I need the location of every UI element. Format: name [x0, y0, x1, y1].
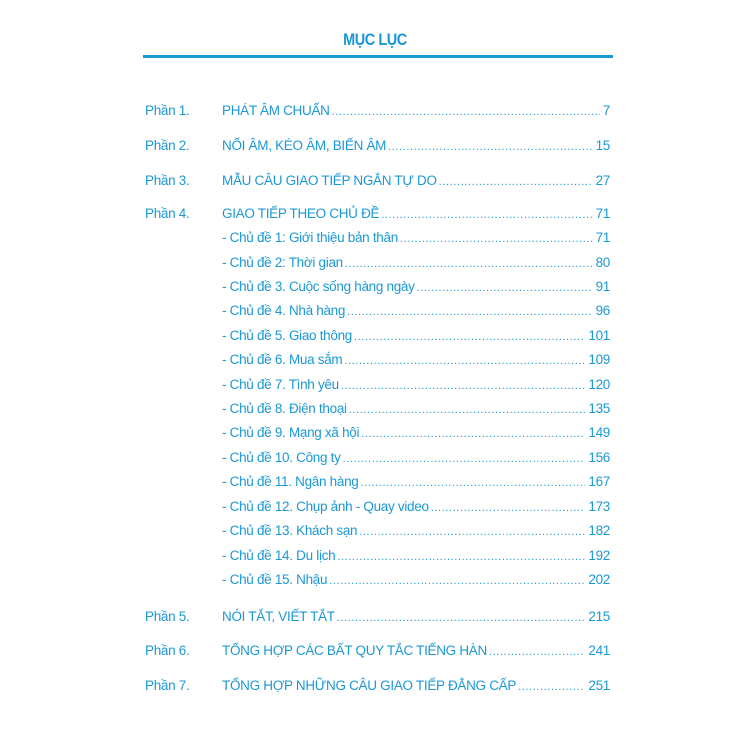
dot-leader [337, 609, 586, 627]
dot-leader [347, 303, 592, 321]
entry-title: NÓI TẮT, VIẾT TẮT [222, 609, 335, 624]
part-number: Phần 6. [145, 643, 190, 658]
entry-line [222, 376, 610, 395]
entry-title: NỐI ÂM, KÉO ÂM, BIẾN ÂM [222, 138, 387, 153]
entry-line [222, 278, 610, 297]
toc-subtopic-entry [145, 424, 610, 442]
dot-leader [518, 678, 585, 696]
toc-subtopic-entry [145, 327, 610, 345]
entry-title: GIAO TIẾP THEO CHỦ ĐỀ [222, 206, 380, 221]
entry-title: - Chủ đề 2: Thời gian [222, 255, 343, 270]
toc-subtopic-entry [145, 449, 610, 467]
toc-subtopic-entry [145, 522, 610, 540]
dot-leader [354, 328, 585, 346]
dot-leader [341, 377, 586, 395]
dot-leader [332, 103, 600, 121]
page-number: 173 [588, 499, 610, 514]
page-number: 149 [588, 425, 610, 440]
toc-part-entry [145, 642, 610, 660]
entry-line [222, 351, 610, 370]
entry-title: - Chủ đề 4. Nhà hàng [222, 303, 346, 318]
entry-line [222, 473, 610, 492]
toc-part-entry [145, 137, 610, 155]
toc-subtopic-entry [145, 229, 610, 247]
page-number: 80 [595, 255, 610, 270]
toc-subtopic-entry [145, 571, 610, 589]
toc-part-entry [145, 102, 610, 120]
part-number: Phần 7. [145, 678, 190, 693]
page-number: 101 [588, 328, 610, 343]
entry-line [222, 302, 610, 321]
part-number: Phần 3. [145, 173, 190, 188]
entry-title: - Chủ đề 10. Công ty [222, 450, 341, 465]
entry-line [222, 137, 610, 156]
entry-title: MẪU CÂU GIAO TIẾP NGẮN TỰ DO [222, 173, 437, 188]
toc-subtopic-entry [145, 400, 610, 418]
page-number: 215 [588, 609, 610, 624]
entry-line [222, 571, 610, 590]
page-number: 135 [588, 401, 610, 416]
dot-leader [388, 138, 592, 156]
entry-title: - Chủ đề 5. Giao thông [222, 328, 352, 343]
dot-leader [439, 173, 593, 191]
entry-title: - Chủ đề 12. Chụp ảnh - Quay video [222, 499, 429, 514]
entry-line [222, 547, 610, 566]
dot-leader [381, 206, 592, 224]
entry-line [222, 205, 610, 224]
toc-subtopic-entry [145, 254, 610, 272]
dot-leader [343, 450, 586, 468]
page-number: 251 [588, 678, 610, 693]
entry-title: - Chủ đề 15. Nhậu [222, 572, 328, 587]
entry-line [222, 102, 610, 121]
dot-leader [361, 425, 585, 443]
toc-subtopic-entry [145, 473, 610, 491]
dot-leader [344, 352, 585, 370]
entry-line [222, 254, 610, 273]
entry-title: TỔNG HỢP CÁC BẤT QUY TẮC TIẾNG HÀN [222, 643, 487, 658]
page-number: 27 [595, 173, 610, 188]
toc-subtopic-entry [145, 547, 610, 565]
part-number: Phần 4. [145, 206, 190, 221]
page-number: 109 [588, 352, 610, 367]
title-underline [143, 55, 613, 58]
page-number: 7 [602, 103, 610, 118]
page-number: 182 [588, 523, 610, 538]
page-number: 15 [595, 138, 610, 153]
entry-line [222, 498, 610, 517]
toc-subtopic-entry [145, 351, 610, 369]
dot-leader [329, 572, 585, 590]
dot-leader [361, 474, 586, 492]
part-number: Phần 2. [145, 138, 190, 153]
dot-leader [417, 279, 593, 297]
entry-line [222, 327, 610, 346]
entry-title: - Chủ đề 1: Giới thiệu bản thân [222, 230, 398, 245]
page-number: 91 [595, 279, 610, 294]
entry-title: - Chủ đề 8. Điện thoại [222, 401, 347, 416]
entry-title: PHÁT ÂM CHUẨN [222, 103, 330, 118]
page-number: 241 [588, 643, 610, 658]
toc-subtopic-entry [145, 376, 610, 394]
entry-title: - Chủ đề 6. Mua sắm [222, 352, 343, 367]
page-number: 71 [595, 230, 610, 245]
dot-leader [345, 255, 593, 273]
entry-title: - Chủ đề 7. Tình yêu [222, 377, 339, 392]
dot-leader [400, 230, 593, 248]
toc-part-entry [145, 205, 610, 223]
page-number: 192 [588, 548, 610, 563]
part-number: Phần 5. [145, 609, 190, 624]
toc-part-entry [145, 608, 610, 626]
dot-leader [349, 401, 586, 419]
page-number: 96 [595, 303, 610, 318]
entry-line [222, 400, 610, 419]
page-number: 202 [588, 572, 610, 587]
entry-line [222, 172, 610, 191]
toc-part-entry [145, 172, 610, 190]
page-number: 71 [595, 206, 610, 221]
entry-title: - Chủ đề 9. Mạng xã hội [222, 425, 360, 440]
toc-part-entry [145, 677, 610, 695]
entry-line [222, 424, 610, 443]
entry-line [222, 522, 610, 541]
entry-title: - Chủ đề 13. Khách sạn [222, 523, 358, 538]
toc-subtopic-entry [145, 498, 610, 516]
entry-line [222, 229, 610, 248]
entry-title: - Chủ đề 3. Cuộc sống hàng ngày [222, 279, 415, 294]
toc-subtopic-entry [145, 302, 610, 320]
entry-title: - Chủ đề 14. Du lịch [222, 548, 336, 563]
dot-leader [359, 523, 585, 541]
entry-line [222, 449, 610, 468]
entry-line [222, 677, 610, 696]
entry-line [222, 642, 610, 661]
entry-title: TỔNG HỢP NHỮNG CÂU GIAO TIẾP ĐẲNG CẤP [222, 678, 517, 693]
dot-leader [337, 548, 585, 566]
page-number: 167 [588, 474, 610, 489]
page-number: 156 [588, 450, 610, 465]
entry-title: - Chủ đề 11. Ngân hàng [222, 474, 359, 489]
entry-line [222, 608, 610, 627]
page-title: MỤC LỤC [343, 30, 407, 49]
page-number: 120 [588, 377, 610, 392]
part-number: Phần 1. [145, 103, 190, 118]
dot-leader [431, 499, 586, 517]
dot-leader [489, 643, 585, 661]
toc-subtopic-entry [145, 278, 610, 296]
